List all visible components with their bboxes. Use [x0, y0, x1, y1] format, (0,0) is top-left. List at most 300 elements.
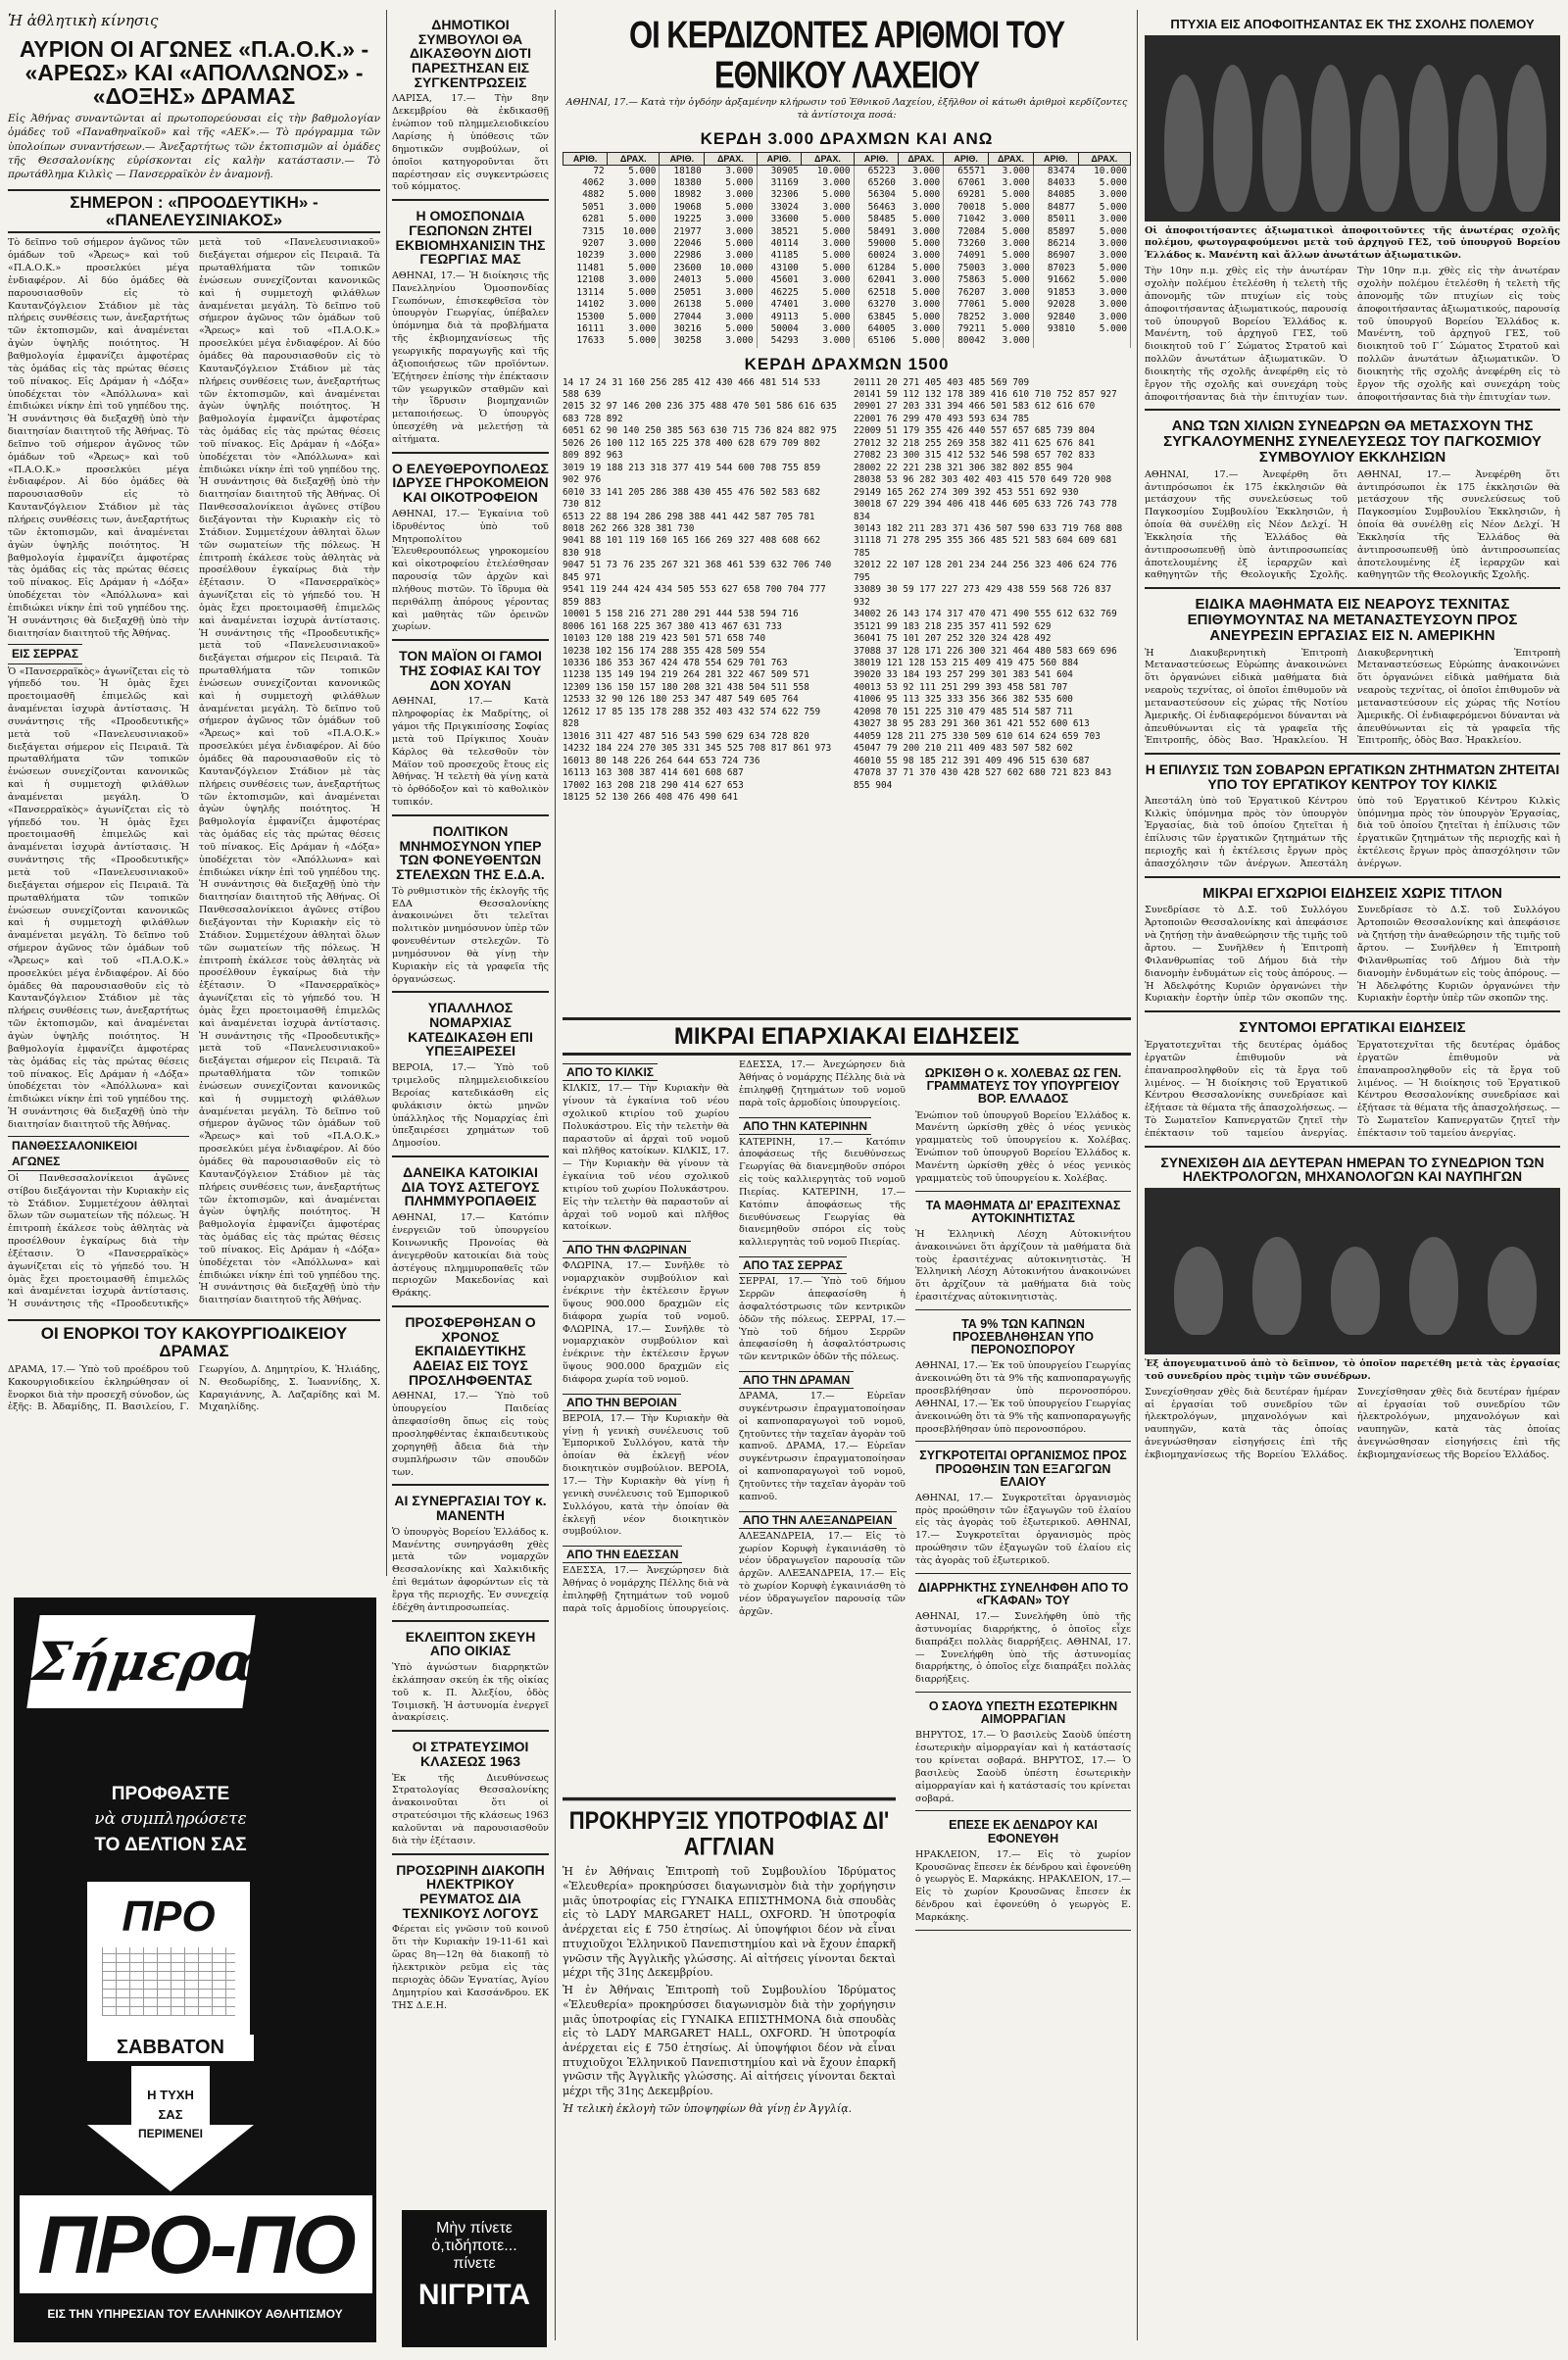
provincial-place: ΑΠΟ ΤΟ ΚΙΛΚΙΣ	[563, 1063, 658, 1081]
propo-coupon-logo: ΠΡΟ	[122, 1893, 216, 1941]
provincial-text: ΣΕΡΡΑΙ, 17.— Ὑπὸ τοῦ δήμου Σερρῶν ἀπεφασίσθη ἡ ἀσφαλτόστρωσις τῶν κεντρικῶν ὁδῶν τῆς πόλεως. ΣΕΡΡΑΙ, 17.— Ὑπὸ τοῦ δήμου Σερρῶν ἀπεφασίσθη ἡ ἀσφαλτόστρωσις τῶν κεντρικῶν ὁδῶν τῆς πόλεως.	[739, 1276, 906, 1363]
lottery-cell: 3.000	[608, 202, 660, 214]
lottery-number-line: 42098 70 151 225 310 479 485 514 587 711	[854, 706, 1073, 717]
lottery-number-line: 39020 33 184 193 257 299 301 383 541 604	[854, 669, 1073, 681]
lottery-number-line: 34002 26 143 174 317 470 471 490 555 612 632 769	[854, 609, 1117, 620]
labor-kilkis-body-1: Ἀπεστάλη ὑπὸ τοῦ Ἐργατικοῦ Κέντρου Κιλκὶς ὑπόμνημα πρὸς τὸν ὑπουργὸν Ἐργασίας, διὰ τοῦ ὁποίου ζητεῖται ἡ ἐπίλυσις τῶν ἐργατικῶν ζητημάτων τῆς περιοχῆς καὶ ἡ ἐκτέλεσις ἔργων πρὸς ἀπασχόλησιν τῶν ἀνέργων.	[1145, 795, 1348, 869]
lottery-number-line: 16113 163 308 387 414 601 608 687	[563, 767, 744, 779]
lottery-cell: 15300	[576, 311, 605, 322]
lottery-cell: 5.000	[989, 323, 1034, 335]
scholarship-end: Ἡ τελικὴ ἐκλογὴ τῶν ὑποψηφίων θὰ γίνῃ ἐν Ἀγγλίᾳ.	[563, 2101, 853, 2115]
lottery-col-number: ΑΡΙΘ.	[757, 152, 802, 165]
lottery-cell: 63845	[867, 311, 896, 322]
lottery-number-line: 17002 163 208 218 290 414 627 653	[563, 779, 744, 791]
lottery-cell: 79211	[957, 322, 986, 334]
lottery-number-line: 37088 37 128 171 226 300 321 464 480 583 669 696	[854, 645, 1117, 657]
lottery-cell: 18380	[673, 177, 702, 189]
lottery-cell: 14102	[576, 299, 605, 311]
lottery-cell: 58485	[867, 214, 896, 225]
provincial-place: ΑΠΟ ΤΗΝ ΑΛΕΞΑΝΔΡΕΙΑΝ	[739, 1511, 897, 1529]
lottery-cell: 3.000	[705, 335, 757, 347]
lottery-cell: 11481	[576, 262, 605, 273]
lottery-cell: 3.000	[989, 177, 1034, 189]
column-rule-2	[555, 10, 556, 2340]
lottery-cell: 3.000	[1078, 250, 1130, 262]
lottery-cell: 80042	[957, 335, 986, 347]
scholarship-body: Ἡ ἐν Ἀθήναις Ἐπιτροπὴ τοῦ Συμβουλίου Ἱδρύματος «Ἐλευθερία» προκηρύσσει διαγωνισμὸν διὰ τὴν χορήγησιν μιᾶς ὑποτροφίας εἰς ΓΥΝΑΙΚΑ ΕΠΙΣΤΗΜΟΝΑ διὰ σπουδὰς εἰς τὸ LADY MARGARET HALL, OXFORD. Ἡ ὑποτροφία ἀνέρχεται εἰς £ 750 ἐτησίως. Αἱ ὑποψήφιοι δέον νὰ εἶναι πτυχιοῦχοι Ἑλληνικοῦ Πανεπιστημίου καὶ νὰ ἔχουν ἐπαρκῆ γνῶσιν τῆς Ἀγγλικῆς γλώσσης. Αἱ αἰτήσεις γίνονται δεκταὶ μέχρι τῆς 31ης Δεκεμβρίου.	[563, 1865, 896, 1980]
engineers-title: ΣΥΝΕΧΙΣΘΗ ΔΙΑ ΔΕΥΤΕΡΑΝ ΗΜΕΡΑΝ ΤΟ ΣΥΝΕΔΡΙΟΝ ΤΩΝ ΗΛΕΚΤΡΟΛΟΓΩΝ, ΜΗΧΑΝΟΛΟΓΩΝ ΚΑΙ ΝΑΥΠΗΓΩΝ	[1160, 1154, 1544, 1185]
lottery-cell: 86907	[1047, 250, 1076, 262]
graduates-photo	[1145, 35, 1560, 221]
lottery-number-line: 10238 102 156 174 288 355 428 509 554	[563, 645, 766, 657]
sports-body-3f: Τὸ δεῖπνο τοῦ σήμερον ἀγῶνος τῶν ὁμάδων τοῦ «Ἄρεως» καὶ τοῦ «Π.Α.Ο.Κ.» προσελκύει μέγα ἐνδιαφέρον. Αἱ δύο ὁμάδες θὰ παρουσιασθοῦν εἰς τὸ Καυτανζόγλειον Στάδιον μὲ τὰς πλήρεις συνθέσεις των, ἀνεξαρτήτως τῶν ἐκτοπισμῶν, καὶ ἀναμένεται ἀγὼν ὑψηλῆς ποιότητος. Ἡ βαθμολογία ἐμφανίζει ἀμφοτέρας τὰς ὁμάδας εἰς τὰς πρώτας θέσεις τοῦ πίνακος. Εἰς Δράμαν ἡ «Δόξα» ὑποδέχεται τὸν «Ἀπόλλωνα» καὶ ἐπιδιώκει νίκην ἐπὶ τοῦ γηπέδου της. Ἡ συνάντησις θὰ διεξαχθῇ ὑπὸ τὴν διαιτησίαν διαιτητοῦ τῆς Ἀθήνας.	[199, 703, 380, 904]
sports-body-3e: Ὁ «Πανσερραϊκὸς» ἀγωνίζεται εἰς τὸ γήπεδό του. Ἡ ὁμὰς ἔχει προετοιμασθῆ ἐπιμελῶς καὶ ἀναμένεται ἰσχυρὰ ἀντίστασις. Ἡ συνάντησις τῆς «Προοδευτικῆς» μετὰ τοῦ «Πανελευσινιακοῦ» διεξάγεται σήμερον εἰς Πειραιᾶ. Τὰ πρωταθλήματα τῶν τοπικῶν ἑνώσεων συνεχίζονται κανονικῶς καὶ ἡ συμμετοχὴ φιλάθλων ἀναμένεται μεγάλη.	[199, 577, 380, 714]
lottery-cell: 24013	[673, 274, 702, 286]
lottery-cell: 40114	[770, 238, 799, 250]
lottery-cell: 3.000	[989, 335, 1034, 347]
lottery-number-line: 13016 311 427 487 516 543 590 629 634 728 820	[563, 730, 809, 742]
provincial-text: ΑΛΕΞΑΝΔΡΕΙΑ, 17.— Εἰς τὸ χωρίον Κορυφὴ ἐγκαινιάσθη τὸ νέον ὑδραγωγεῖον παρουσίᾳ τῶν ἀρχῶν. ΑΛΕΞΑΝΔΡΕΙΑ, 17.— Εἰς τὸ χωρίον Κορυφὴ ἐγκαινιάσθη τὸ νέον ὑδραγωγεῖον παρουσίᾳ τῶν ἀρχῶν.	[739, 1530, 906, 1617]
lottery-cell: 27044	[673, 311, 702, 322]
provincial-right-headline: Ο ΣΑΟΥΔ ΥΠΕΣΤΗ ΕΣΩΤΕΡΙΚΗΝ ΑΙΜΟΡΡΑΓΙΑΝ	[928, 1699, 1118, 1727]
lottery-cell: 3.000	[802, 177, 854, 189]
lottery-cell: 25051	[673, 286, 702, 298]
nigrita-brand: ΝΙΓΡΙΤΑ	[417, 2279, 531, 2311]
lottery-cell: 49113	[770, 311, 799, 322]
labor-news-body	[1145, 1040, 1560, 1141]
lottery-cell: 3.000	[899, 177, 944, 189]
lottery-number-line: 27012 32 218 255 269 358 382 411 625 676 841	[854, 437, 1096, 449]
provincial-place: ΑΠΟ ΤΗΝ ΚΑΤΕΡΙΝΗΝ	[739, 1117, 871, 1135]
provincial-text: ΕΔΕΣΣΑ, 17.— Ἀνεχώρησεν διὰ Ἀθήνας ὁ νομάρχης Πέλλης διὰ νὰ ἐπιληφθῇ ζητημάτων τοῦ νομοῦ παρὰ τοῖς ἁρμοδίοις ὑπουργείοις. ΕΔΕΣΣΑ, 17.— Ἀνεχώρησεν διὰ Ἀθήνας ὁ νομάρχης Πέλλης διὰ νὰ ἐπιληφθῇ ζητημάτων τοῦ νομοῦ παρὰ τοῖς ἁρμοδίοις ὑπουργείοις.	[563, 1059, 906, 1614]
lottery-number-line: 12533 32 90 126 180 253 347 487 549 605 764	[563, 694, 799, 706]
lottery-number-line: 22009 51 179 355 426 440 557 657 685 739 804	[854, 425, 1096, 437]
lottery-col-amount: ΔΡΑΧ.	[802, 152, 854, 165]
lottery-cell: 3.000	[705, 214, 757, 225]
propo-title: Σήμερα!	[26, 1615, 255, 1708]
lottery-cell: 22986	[673, 250, 702, 262]
provincial-text: ΚΙΛΚΙΣ, 17.— Τὴν Κυριακὴν θὰ γίνουν τὰ ἐγκαίνια τοῦ νέου σχολικοῦ κτιρίου τοῦ χωρίου Πολυκάστρου. Εἰς τὴν τελετὴν θὰ παραστοῦν αἱ ἀρχαὶ τοῦ νομοῦ καὶ πλῆθος κατοίκων. ΚΙΛΚΙΣ, 17.— Τὴν Κυριακὴν θὰ γίνουν τὰ ἐγκαίνια τοῦ νέου σχολικοῦ κτιρίου τοῦ χωρίου Πολυκάστρου. Εἰς τὴν τελετὴν θὰ παραστοῦν αἱ ἀρχαὶ τοῦ νομοῦ καὶ πλῆθος κατοίκων.	[563, 1083, 729, 1233]
provincial-place: ΑΠΟ ΤΗΝ ΒΕΡΟΙΑΝ	[563, 1394, 681, 1411]
brief-b3: ΑΘΗΝΑΙ, 17.— Ἐγκαίνια τοῦ ἱδρυθέντος ὑπὸ τοῦ Μητροπολίτου Ἐλευθερουπόλεως γηροκομείου καὶ οἰκοτροφείου ἐτελέσθησαν παρουσίᾳ τῶν ἀρχῶν καὶ πλήθους πιστῶν. Τὸ ἵδρυμα θὰ περιθάλπῃ ἀπόρους γέροντας καὶ μαθητὰς τῶν ὀρεινῶν χωρίων.	[392, 508, 549, 633]
lottery-number-line: 2015 32 97 146 200 236 375 488 470 501 586 616 635 683 728 892	[563, 401, 837, 424]
lottery-cell: 3.000	[899, 202, 944, 214]
lottery-cell: 84085	[1047, 189, 1076, 201]
provincial-right	[915, 1059, 1131, 1936]
lottery-row	[564, 177, 1131, 189]
lottery-number-line: 27082 23 300 315 412 532 546 598 657 702 833	[854, 450, 1096, 462]
congress-caption: Ἐξ ἀπογευματινοῦ ἀπὸ τὸ δεῖπνον, τὸ ὁποῖον παρετέθη μετὰ τὰς ἐργασίας τοῦ συνεδρίου πρὸς τιμὴν τῶν συνέδρων.	[1145, 1358, 1560, 1382]
lottery-cell: 7315	[582, 225, 605, 237]
lottery-number-line: 12612 17 85 135 178 288 352 403 432 574 622 759 828	[563, 706, 821, 730]
lottery-col-number: ΑΡΙΘ.	[854, 152, 899, 165]
lottery-cell: 38521	[770, 225, 799, 237]
local-news-title: ΜΙΚΡΑΙ ΕΓΧΩΡΙΟΙ ΕΙΔΗΣΕΙΣ ΧΩΡΙΣ ΤΙΤΛΟΝ	[1202, 884, 1502, 902]
labor-news-body-1: Ἐργατοτεχνῖται τῆς δευτέρας ὁμάδος ἐργατῶν ἐπιθυμοῦν νὰ ἐπαναπροσληφθοῦν εἰς τὰ ἔργα τοῦ λιμένος. — Ἡ διοίκησις τοῦ Ἐργατικοῦ Κέντρου Θεσσαλονίκης συνεδρίασε καὶ ἐξήτασε τὰ θέματα τῆς ἀπασχολήσεως. — Τὸ Σωματεῖον Καπνεργατῶν ζητεῖ τὴν ἐπέκτασιν τοῦ ταμείου ἀνεργίας.	[1145, 1039, 1348, 1139]
lottery-cell: 3.000	[899, 250, 944, 262]
lottery-cell: 58491	[867, 225, 896, 237]
lottery-cell: 65260	[867, 177, 896, 189]
labor-kilkis-title: Η ΕΠΙΛΥΣΙΣ ΤΩΝ ΣΟΒΑΡΩΝ ΕΡΓΑΤΙΚΩΝ ΖΗΤΗΜΑΤΩΝ ΖΗΤΕΙΤΑΙ ΥΠΟ ΤΟΥ ΕΡΓΑΤΙΚΟΥ ΚΕΝΤΡΟΥ ΤΟΥ ΚΙΛΚΙΣ	[1145, 762, 1560, 792]
lottery-number-line: 10103 120 188 219 423 501 571 658 740	[563, 633, 766, 645]
lottery-cell: 5.000	[1078, 263, 1130, 274]
lottery-cell: 5.000	[989, 250, 1034, 262]
provincial-text: ΦΛΩΡΙΝΑ, 17.— Συνῆλθε τὸ νομαρχιακὸν συμβούλιον καὶ ἐνέκρινε τὴν ἐκτέλεσιν ἔργων ὕψους 900.000 δραχμῶν εἰς διάφορα χωρία τοῦ νομοῦ. ΦΛΩΡΙΝΑ, 17.— Συνῆλθε τὸ νομαρχιακὸν συμβούλιον καὶ ἐνέκρινε τὴν ἐκτέλεσιν ἔργων ὕψους 900.000 δραχμῶν εἰς διάφορα χωρία τοῦ νομοῦ.	[563, 1260, 729, 1385]
lottery-row	[564, 238, 1131, 250]
lottery-cell: 19068	[673, 201, 702, 213]
congress-photo	[1145, 1188, 1560, 1354]
brief-b1: ΛΑΡΙΣΑ, 17.— Τὴν 8ην Δεκεμβρίου θὰ ἐκδικασθῇ ἐνώπιον τοῦ πλημμελειοδικείου Λαρίσης ἡ ὑπόθεσις τῶν δημοτικῶν συμβούλων, οἱ ὁποῖοι κατηγοροῦνται ὅτι παρέστησαν εἰς συγκεντρώσεις τοῦ κόμματος.	[392, 93, 549, 193]
lottery-cell: 65223	[867, 165, 896, 176]
lottery-number-line: 20901 27 203 331 394 466 501 583 612 616 670	[854, 401, 1096, 413]
lottery-cell: 5.000	[802, 250, 854, 262]
propo-day-banner: ΣΑΒΒΑΤΟΝ	[87, 2035, 254, 2061]
brief-b12: Φέρεται εἰς γνῶσιν τοῦ κοινοῦ ὅτι τὴν Κυριακὴν 19-11-61 καὶ ὥρας 8η—12η θὰ διακοπῇ τὸ ἠλεκτρικὸν ρεῦμα εἰς τὰς περιοχὰς ὁδῶν Ἐγνατίας, Ἀγίου Δημητρίου καὶ Κασσάνδρου. ΕΚ ΤΗΣ Δ.Ε.Η.	[392, 1924, 549, 2011]
lottery-cell: 5.000	[608, 165, 660, 177]
lottery-cell: 3.000	[802, 202, 854, 214]
lottery-number-line: 22001 76 299 470 493 593 634 785	[854, 413, 1030, 424]
brief-b11: Ἐκ τῆς Διευθύνσεως Στρατολογίας Θεσσαλονίκης ἀνακοινοῦται ὅτι οἱ στρατεύσιμοι τῆς κλάσεως 1963 καλοῦνται νὰ παρουσιασθοῦν διὰ τὴν ἐξέτασιν.	[392, 1772, 549, 1846]
lottery-cell: 12108	[576, 274, 605, 286]
lottery-number-line: 3019 19 188 213 318 377 419 544 600 708 755 859 902 976	[563, 462, 821, 486]
lottery-cell: 19225	[673, 214, 702, 225]
lottery-cell: 5.000	[608, 312, 660, 323]
lottery-cell: 3.000	[899, 274, 944, 286]
provincial-place: ΑΠΟ ΤΗΝ ΕΔΕΣΣΑΝ	[563, 1546, 682, 1563]
sports-lead: Εἰς Ἀθήνας συναντῶνται αἱ πρωτοπορεύουσαι εἰς τὴν βαθμολογίαν ὁμάδες τοῦ «Παναθηναϊκοῦ» καὶ τῆς «ΑΕΚ».— Τὸ πρόγραμμα τῶν ὑπολοίπων συναντήσεων.— Ἀνεξαρτήτως τῶν ἐκτοπισμῶν αἱ ὁμάδες τῆς Θεσσαλονίκης εὑρίσκονται εἰς καλὴν κατάστασιν.— Τὸ πρωτάθλημα Κιλκὶς — Πανσερραϊκὸν ἐν ἀναμονῇ.	[8, 113, 380, 180]
lottery-cell: 59000	[867, 238, 896, 250]
brief-h7: ΔΑΝΕΙΚΑ ΚΑΤΟΙΚΙΑΙ ΔΙΑ ΤΟΥΣ ΑΣΤΕΓΟΥΣ ΠΛΗΜΜΥΡΟΠΑΘΕΙΣ	[401, 1164, 540, 1209]
lottery-cell: 5.000	[989, 202, 1034, 214]
sports-body-3h: Ὁ «Πανσερραϊκὸς» ἀγωνίζεται εἰς τὸ γήπεδό του. Ἡ ὁμὰς ἔχει προετοιμασθῆ ἐπιμελῶς καὶ ἀναμένεται ἰσχυρὰ ἀντίστασις. Ἡ συνάντησις τῆς «Προοδευτικῆς» μετὰ τοῦ «Πανελευσινιακοῦ» διεξάγεται σήμερον εἰς Πειραιᾶ. Τὰ πρωταθλήματα τῶν τοπικῶν ἑνώσεων συνεχίζονται κανονικῶς καὶ ἡ συμμετοχὴ φιλάθλων ἀναμένεται μεγάλη.	[199, 980, 380, 1117]
lottery-cell: 84877	[1047, 201, 1076, 213]
lottery-number-line: 6513 22 88 194 286 298 388 441 442 587 705 781	[563, 511, 815, 522]
lottery-cell: 3.000	[899, 165, 944, 177]
lottery-row	[564, 226, 1131, 238]
provincial-right-text: ΒΗΡΥΤΟΣ, 17.— Ὁ βασιλεὺς Σαοὺδ ὑπέστη ἐσωτερικὴν αἱμορραγίαν καὶ ἡ κατάστασίς του κρίνεται σοβαρά. ΒΗΡΥΤΟΣ, 17.— Ὁ βασιλεὺς Σαοὺδ ὑπέστη ἐσωτερικὴν αἱμορραγίαν καὶ ἡ κατάστασίς του κρίνεται σοβαρά.	[915, 1730, 1131, 1804]
lottery-cell: 3.000	[989, 238, 1034, 250]
lottery-cell: 5.000	[802, 226, 854, 238]
lottery-cell: 3.000	[1078, 238, 1130, 250]
lottery-cell: 30258	[673, 335, 702, 347]
lottery-cell: 60024	[867, 250, 896, 262]
lottery-cell: 3.000	[802, 323, 854, 335]
provincial-right-text: Ἐνώπιον τοῦ ὑπουργοῦ Βορείου Ἑλλάδος κ. Μανέντη ὡρκίσθη χθὲς ὁ νέος γενικὸς γραμματεὺς τοῦ ὑπουργείου κ. Χολέβας. Ἐνώπιον τοῦ ὑπουργοῦ Βορείου Ἑλλάδος κ. Μανέντη ὡρκίσθη χθὲς ὁ νέος γενικὸς γραμματεὺς τοῦ ὑπουργείου κ. Χολέβας.	[915, 1109, 1131, 1184]
brief-h10: ΕΚΛΕΙΠΤΟΝ ΣΚΕΥΗ ΑΠΟ ΟΙΚΙΑΣ	[405, 1628, 536, 1659]
lottery-row	[564, 189, 1131, 201]
lottery-cell	[1033, 335, 1078, 347]
right-column	[1145, 10, 1560, 2342]
lottery-cell: 61284	[867, 262, 896, 273]
lottery-cell: 3.000	[608, 274, 660, 286]
sports-sub-serres: ΕΙΣ ΣΕΡΡΑΣ	[8, 644, 82, 664]
lottery-cell: 5.000	[989, 274, 1034, 286]
lottery-number-line: 45047 79 200 210 211 409 483 507 582 602	[854, 743, 1073, 755]
lottery-cell: 5.000	[899, 312, 944, 323]
graduates-caption: Οἱ ἀποφοιτήσαντες ἀξιωματικοὶ ἀποφοιτοῦντες τῆς ἀνωτέρας σχολῆς πολέμου, φωτογραφούμενοι μετὰ τοῦ ἀρχηγοῦ ΓΕΣ, τοῦ ὑπουργοῦ Βορείου Ἑλλάδος κ. Μανέντη καὶ ἄλλων ἀνωτάτων ἀξιωματικῶν.	[1145, 224, 1560, 262]
lottery-cell: 13114	[576, 286, 605, 298]
engineers-body-2: Συνεχίσθησαν χθὲς διὰ δευτέραν ἡμέραν αἱ ἐργασίαι τοῦ συνεδρίου τῶν ἠλεκτρολόγων, μηχανολόγων καὶ ναυπηγῶν, κατὰ τὰς ὁποίας ἀνεγνώσθησαν εἰσηγήσεις ἐπὶ τῆς ἐκβιομηχανίσεως τῆς Βορείου Ἑλλάδος.	[1357, 1386, 1560, 1461]
lottery-number-line: 8006 161 168 225 367 380 413 467 631 733	[563, 620, 782, 632]
column-rule-3	[1137, 10, 1138, 2340]
graduates-body-1: Τὴν 10ην π.μ. χθὲς εἰς τὴν ἀνωτέραν σχολὴν πολέμου ἐτελέσθη ἡ τελετὴ τῆς ἀπονομῆς τῶν πτυχίων εἰς τοὺς ἀποφοιτήσαντας ἀξιωματικούς, παρουσίᾳ τοῦ ὑπουργοῦ Βορείου Ἑλλάδος κ. Μανέντη, τοῦ ἀρχηγοῦ ΓΕΣ, τοῦ διοικητοῦ τοῦ Γ΄ Σώματος Στρατοῦ καὶ πολλῶν ἀνωτάτων ἀξιωματικῶν. Ὁ διοικητὴς τῆς σχολῆς ἀνεφέρθη εἰς τὸ ἔργον τῆς σχολῆς καὶ συνεχάρη τοὺς ἀποφοιτήσαντας διὰ τὴν ἐπιτυχίαν των.	[1145, 266, 1348, 403]
lottery-cell: 3.000	[705, 287, 757, 299]
lottery-cell: 5.000	[608, 287, 660, 299]
lottery-cell: 3.000	[608, 177, 660, 189]
brief-h9: ΑΙ ΣΥΝΕΡΓΑΣΙΑΙ ΤΟΥ κ. ΜΑΝΕΝΤΗ	[394, 1493, 547, 1524]
lottery-row	[564, 250, 1131, 262]
brief-h3: Ο ΕΛΕΥΘΕΡΟΥΠΟΛΕΩΣ ΙΔΡΥΣΕ ΓΗΡΟΚΟΜΕΙΟΝ ΚΑΙ ΟΙΚΟΤΡΟΦΕΙΟΝ	[392, 460, 549, 506]
brief-h2: Η ΟΜΟΣΠΟΝΔΙΑ ΓΕΩΠΟΝΩΝ ΖΗΤΕΙ ΕΚΒΙΟΜΗΧΑΝΙΣΙΝ ΤΗΣ ΓΕΩΡΓΙΑΣ ΜΑΣ	[395, 208, 546, 268]
lottery-cell: 5.000	[802, 312, 854, 323]
lottery-cell: 72084	[957, 225, 986, 237]
lottery-cell: 6281	[582, 214, 605, 225]
lottery-cell: 5.000	[802, 263, 854, 274]
lottery-number-line: 29149 165 262 274 309 392 453 551 692 930	[854, 486, 1079, 498]
lottery-col-number: ΑΡΙΘ.	[564, 152, 608, 165]
brief-b8: ΑΘΗΝΑΙ, 17.— Ὑπὸ τοῦ ὑπουργείου Παιδείας ἀπεφασίσθη ὅπως εἰς τοὺς προσληφθέντας ἐκπαιδευτικοὺς χορηγηθῇ ἄδεια διὰ τὴν συμπλήρωσιν τῶν σπουδῶν των.	[392, 1391, 549, 1478]
brief-b4: ΑΘΗΝΑΙ, 17.— Κατὰ πληροφορίας ἐκ Μαδρίτης, οἱ γάμοι τῆς Πριγκιπίσσης Σοφίας μετὰ τοῦ Πρίγκιπος Χουὰν Κάρλος θὰ τελεσθοῦν τὸν Μάϊον τοῦ προσεχοῦς ἔτους εἰς Ἀθήνας. Ἡ τελετὴ θὰ γίνῃ κατὰ τὸ ὀρθόδοξον καὶ τὸ καθολικὸν τυπικόν.	[392, 696, 549, 809]
lottery-number-line: 10336 186 353 367 424 478 554 629 701 763	[563, 657, 788, 668]
lottery-cell: 54293	[770, 335, 799, 347]
propo-line3: ΤΟ ΔΕΛΤΙΟΝ ΣΑΣ	[94, 1835, 247, 1855]
lottery-cell: 62518	[867, 286, 896, 298]
propo-line2: νὰ συμπληρώσετε	[94, 1809, 247, 1829]
sports-column	[8, 10, 380, 1588]
lottery-cell: 3.000	[1078, 287, 1130, 299]
lottery-row	[564, 214, 1131, 225]
lottery-cell: 3.000	[1078, 189, 1130, 201]
lottery-row	[564, 202, 1131, 214]
lottery-cell: 3.000	[1078, 299, 1130, 311]
labor-kilkis-body	[1145, 796, 1560, 871]
brief-b5: Τὸ ρυθμιστικὸν τῆς ἐκλογῆς τῆς ΕΔΑ Θεσσαλονίκης ἀνακοινώνει ὅτι τελεῖται πολιτικὸν μνημόσυνον ὑπὲρ τῶν φονευθέντων στελεχῶν. Τὸ μνημόσυνον θὰ γίνῃ τὴν Κυριακὴν εἰς τὰ γραφεῖα τῆς ὀργανώσεως.	[392, 885, 549, 985]
sports-body-3i: Τὸ δεῖπνο τοῦ σήμερον ἀγῶνος τῶν ὁμάδων τοῦ «Ἄρεως» καὶ τοῦ «Π.Α.Ο.Κ.» προσελκύει μέγα ἐνδιαφέρον. Αἱ δύο ὁμάδες θὰ παρουσιασθοῦν εἰς τὸ Καυτανζόγλειον Στάδιον μὲ τὰς πλήρεις συνθέσεις των, ἀνεξαρτήτως τῶν ἐκτοπισμῶν, καὶ ἀναμένεται ἀγὼν ὑψηλῆς ποιότητος. Ἡ βαθμολογία ἐμφανίζει ἀμφοτέρας τὰς ὁμάδας εἰς τὰς πρώτας θέσεις τοῦ πίνακος. Εἰς Δράμαν ἡ «Δόξα» ὑποδέχεται τὸν «Ἀπόλλωνα» καὶ ἐπιδιώκει νίκην ἐπὶ τοῦ γηπέδου της. Ἡ συνάντησις θὰ διεξαχθῇ ὑπὸ τὴν διαιτησίαν διαιτητοῦ τῆς Ἀθήνας.	[199, 1106, 380, 1306]
provincial-right-headline: ΤΑ 9% ΤΩΝ ΚΑΠΝΩΝ ΠΡΟΣΕΒΛΗΘΗΣΑΝ ΥΠΟ ΠΕΡΟΝΟΣΠΟΡΟΥ	[953, 1316, 1094, 1357]
propo-coupon-grid	[102, 1947, 235, 2016]
brief-h1: ΔΗΜΟΤΙΚΟΙ ΣΥΜΒΟΥΛΟΙ ΘΑ ΔΙΚΑΣΘΟΥΝ ΔΙΟΤΙ ΠΑΡΕΣΤΗΣΑΝ ΕΙΣ ΣΥΓΚΕΝΤΡΩΣΕΙΣ	[409, 17, 532, 90]
lottery-cell: 5.000	[705, 202, 757, 214]
lottery-cell: 64005	[867, 322, 896, 334]
local-news-body-2: Συνεδρίασε τὸ Δ.Σ. τοῦ Συλλόγου Ἀρτοποιῶν Θεσσαλονίκης καὶ ἀπεφάσισε νὰ ζητήσῃ τὴν ἀναθεώρησιν τῆς τιμῆς τοῦ ἄρτου. — Συνῆλθεν ἡ Ἐπιτροπὴ Φιλανθρωπίας τοῦ Δήμου διὰ τὴν διανομὴν ἐνδυμάτων εἰς τοὺς ἀπόρους. — Ἡ Ἀδελφότης Κυριῶν ὀργανώνει τὴν Κυριακὴν ἑορτὴν ὑπὲρ τῶν σκοπῶν της.	[1357, 905, 1560, 1005]
lottery-table	[563, 152, 1131, 348]
lottery-cell: 18180	[673, 165, 702, 176]
brief-b10: Ὑπὸ ἀγνώστων διαρρηκτῶν ἐκλάπησαν σκεύη ἐκ τῆς οἰκίας τοῦ κ. Π. Ἀλεξίου, ὁδὸς Τσιμισκῆ. Ἡ ἀστυνομία ἐνεργεῖ ἀνακρίσεις.	[392, 1662, 549, 1724]
lottery-cell: 31169	[770, 177, 799, 189]
brief-h12: ΠΡΟΣΩΡΙΝΗ ΔΙΑΚΟΠΗ ΗΛΕΚΤΡΙΚΟΥ ΡΕΥΜΑΤΟΣ ΔΙΑ ΤΕΧΝΙΚΟΥΣ ΛΟΓΟΥΣ	[396, 1861, 545, 1921]
lottery-cell: 69281	[957, 189, 986, 201]
churches-body	[1145, 469, 1560, 583]
lottery-cell: 73260	[957, 238, 986, 250]
nigrita-advertisement	[402, 2210, 547, 2347]
lottery-cell: 71042	[957, 214, 986, 225]
lottery-cell: 5.000	[608, 335, 660, 347]
sports-body-1b: Τὸ δεῖπνο τοῦ σήμερον ἀγῶνος τῶν ὁμάδων τοῦ «Ἄρεως» καὶ τοῦ «Π.Α.Ο.Κ.» προσελκύει μέγα ἐνδιαφέρον. Αἱ δύο ὁμάδες θὰ παρουσιασθοῦν εἰς τὸ Καυτανζόγλειον Στάδιον μὲ τὰς πλήρεις συνθέσεις των, ἀνεξαρτήτως τῶν ἐκτοπισμῶν, καὶ ἀναμένεται ἀγὼν ὑψηλῆς ποιότητος. Ἡ βαθμολογία ἐμφανίζει ἀμφοτέρας τὰς ὁμάδας εἰς τὰς πρώτας θέσεις τοῦ πίνακος. Εἰς Δράμαν ἡ «Δόξα» ὑποδέχεται τὸν «Ἀπόλλωνα» καὶ ἐπιδιώκει νίκην ἐπὶ τοῦ γηπέδου της. Ἡ συνάντησις θὰ διεξαχθῇ ὑπὸ τὴν διαιτησίαν διαιτητοῦ τῆς Ἀθήνας.	[8, 426, 189, 639]
churches-body-1: ΑΘΗΝΑΙ, 17.— Ἀνεφέρθη ὅτι ἀντιπρόσωποι ἐκ 175 ἐκκλησιῶν θὰ μετάσχουν τῆς συνελεύσεως τοῦ Παγκοσμίου Συμβουλίου Ἐκκλησιῶν, ἡ ὁποία θὰ συνέλθῃ εἰς Νέον Δελχί. Ἡ Ἐκκλησία τῆς Ἑλλάδος θὰ ἀντιπροσωπευθῇ ὑπὸ ἀντιπροσωπείας ἀποτελουμένης ἐξ ἱεραρχῶν καὶ καθηγητῶν τῆς Θεολογικῆς Σχολῆς.	[1145, 468, 1348, 581]
sports-sub-games: ΠΑΝΘΕΣΣΑΛΟΝΙΚΕΙΟΙ ΑΓΩΝΕΣ	[8, 1136, 189, 1171]
lottery-cell: 22046	[673, 238, 702, 250]
lottery-number-line: 32012 22 107 128 201 234 244 256 323 406 624 776 795	[854, 560, 1117, 583]
lottery-col-amount: ΔΡΑΧ.	[989, 152, 1034, 165]
lottery-cell: 33600	[770, 214, 799, 225]
sports-headline-today: ΣΗΜΕΡΟΝ : «ΠΡΟΟΔΕΥΤΙΚΗ» - «ΠΑΝΕΛΕΥΣΙΝΙΑΚΟΣ»	[8, 189, 380, 234]
column-rule-1	[386, 10, 387, 1576]
emigration-body-1: Ἡ Διακυβερνητικὴ Ἐπιτροπὴ Μεταναστεύσεως Εὐρώπης ἀνακοινώνει ὅτι ὀργανώνει εἰδικὰ μαθήματα διὰ νεαροὺς τεχνίτας, οἱ ὁποῖοι ἐπιθυμοῦν νὰ μεταναστεύσουν εἰς χώρας τῆς Νοτίου Ἀμερικῆς. Οἱ ἐνδιαφερόμενοι δύνανται νὰ ἀπευθύνωνται εἰς τὰ γραφεῖα τῆς Ἐπιτροπῆς, ὁδὸς Βασ. Ἡρακλείου.	[1145, 647, 1348, 747]
lottery-number-line: 20141 59 112 132 178 389 416 610 710 752 857 927	[854, 389, 1117, 401]
lottery-cell: 16111	[576, 322, 605, 334]
nigrita-line2: ὁ,τιδήποτε...	[431, 2237, 517, 2254]
propo-brand: ΠΡΟ-ΠΟ	[20, 2195, 372, 2293]
lottery-number-line: 35121 99 183 218 235 357 411 592 629	[854, 620, 1052, 632]
lottery-number-line: 28038 53 96 282 303 402 403 415 570 649 720 908	[854, 474, 1112, 486]
lottery-number-line: 36041 75 101 207 252 320 324 428 492	[854, 633, 1052, 645]
lottery-cell: 17633	[576, 335, 605, 347]
briefs-column	[392, 10, 549, 2195]
lottery-cell: 63270	[867, 299, 896, 311]
brief-b7: ΑΘΗΝΑΙ, 17.— Κατόπιν ἐνεργειῶν τοῦ ὑπουργείου Κοινωνικῆς Προνοίας θὰ ἀνεγερθοῦν κατοικίαι διὰ τοὺς ἀστέγους πλημμυροπαθεῖς τῶν περιοχῶν Μακεδονίας καὶ Θράκης.	[392, 1212, 549, 1300]
lottery-cell: 5.000	[802, 287, 854, 299]
lottery-cell: 5.000	[608, 214, 660, 225]
lottery-cell: 5.000	[705, 238, 757, 250]
sports-body-3c: Τὸ δεῖπνο τοῦ σήμερον ἀγῶνος τῶν ὁμάδων τοῦ «Ἄρεως» καὶ τοῦ «Π.Α.Ο.Κ.» προσελκύει μέγα ἐνδιαφέρον. Αἱ δύο ὁμάδες θὰ παρουσιασθοῦν εἰς τὸ Καυτανζόγλειον Στάδιον μὲ τὰς πλήρεις συνθέσεις των, ἀνεξαρτήτως τῶν ἐκτοπισμῶν, καὶ ἀναμένεται ἀγὼν ὑψηλῆς ποιότητος. Ἡ βαθμολογία ἐμφανίζει ἀμφοτέρας τὰς ὁμάδας εἰς τὰς πρώτας θέσεις τοῦ πίνακος. Εἰς Δράμαν ἡ «Δόξα» ὑποδέχεται τὸν «Ἀπόλλωνα» καὶ ἐπιδιώκει νίκην ἐπὶ τοῦ γηπέδου της. Ἡ συνάντησις θὰ διεξαχθῇ ὑπὸ τὴν διαιτησίαν διαιτητοῦ τῆς Ἀθήνας.	[199, 300, 380, 501]
lottery-cell: 23600	[673, 262, 702, 273]
lottery-cell: 5.000	[802, 214, 854, 225]
lottery-number-line: 43027 38 95 283 291 360 361 421 552 600 613	[854, 718, 1090, 730]
provincial-right-text: ΑΘΗΝΑΙ, 17.— Συγκροτεῖται ὀργανισμὸς πρὸς προώθησιν τῶν ἐξαγωγῶν τοῦ ἐλαίου εἰς τὰς ἀγορὰς τοῦ ἐξωτερικοῦ. ΑΘΗΝΑΙ, 17.— Συγκροτεῖται ὀργανισμὸς πρὸς προώθησιν τῶν ἐξαγωγῶν τοῦ ἐλαίου εἰς τὰς ἀγορὰς τοῦ ἐξωτερικοῦ.	[915, 1492, 1131, 1566]
lottery-table-header	[564, 152, 1131, 165]
labor-news-title: ΣΥΝΤΟΜΟΙ ΕΡΓΑΤΙΚΑΙ ΕΙΔΗΣΕΙΣ	[1239, 1019, 1466, 1037]
lottery-cell: 85011	[1047, 214, 1076, 225]
scholarship-body-2: Ἡ ἐν Ἀθήναις Ἐπιτροπὴ τοῦ Συμβουλίου Ἱδρύματος «Ἐλευθερία» προκηρύσσει διαγωνισμὸν διὰ τὴν χορήγησιν μιᾶς ὑποτροφίας εἰς ΓΥΝΑΙΚΑ ΕΠΙΣΤΗΜΟΝΑ διὰ σπουδὰς εἰς τὸ LADY MARGARET HALL, OXFORD. Ἡ ὑποτροφία ἀνέρχεται εἰς £ 750 ἐτησίως. Αἱ ὑποψήφιοι δέον νὰ εἶναι πτυχιοῦχοι Ἑλληνικοῦ Πανεπιστημίου καὶ νὰ ἔχουν ἐπαρκῆ γνῶσιν τῆς Ἀγγλικῆς γλώσσης. Αἱ αἰτήσεις γίνονται δεκταὶ μέχρι τῆς 31ης Δεκεμβρίου.	[563, 1984, 896, 2098]
war-school-title: ΠΤΥΧΙΑ ΕΙΣ ΑΠΟΦΟΙΤΗΣΑΝΤΑΣ ΕΚ ΤΗΣ ΣΧΟΛΗΣ ΠΟΛΕΜΟΥ	[1170, 17, 1535, 31]
lottery-cell: 3.000	[705, 226, 757, 238]
lottery-cell: 83474	[1047, 165, 1076, 176]
lottery-number-line: 47078 37 71 370 430 428 527 602 680 721 823 843 855 904	[854, 767, 1112, 791]
lottery-cell: 3.000	[705, 165, 757, 177]
lottery-cell: 50004	[770, 322, 799, 334]
lottery-number-line: 14232 184 224 270 305 331 345 525 708 817 861 973	[563, 743, 832, 755]
lottery-cell: 72	[593, 165, 605, 176]
sports-body-3g: Οἱ Πανθεσσαλονίκειοι ἀγῶνες στίβου διεξάγονται τὴν Κυριακὴν εἰς τὸ Στάδιον. Συμμετέχουν ἀθληταὶ ὅλων τῶν σωματείων τῆς πόλεως. Ἡ ἐπιτροπὴ ἐκάλεσε τοὺς ἀθλητὰς νὰ προσέλθουν ἐγκαίρως διὰ τὴν ἐξέτασιν.	[199, 892, 380, 992]
lottery-cell: 3.000	[608, 323, 660, 335]
churches-title: ΑΝΩ ΤΩΝ ΧΙΛΙΩΝ ΣΥΝΕΔΡΩΝ ΘΑ ΜΕΤΑΣΧΟΥΝ ΤΗΣ ΣΥΓΚΑΛΟΥΜΕΝΗΣ ΣΥΝΕΛΕΥΣΕΩΣ ΤΟΥ ΠΑΓΚΟΣΜΙΟΥ ΣΥΜΒΟΥΛΙΟΥ ΕΚΚΛΗΣΙΩΝ	[1163, 418, 1542, 466]
lottery-cell: 5.000	[705, 299, 757, 311]
provincial-place: ΑΠΟ ΤΗΝ ΔΡΑΜΑΝ	[739, 1371, 854, 1389]
lottery-cell: 3.000	[802, 299, 854, 311]
brief-h11: ΟΙ ΣΤΡΑΤΕΥΣΙΜΟΙ ΚΛΑΣΕΩΣ 1963	[412, 1739, 529, 1769]
provincial-right-text: ΗΡΑΚΛΕΙΟΝ, 17.— Εἰς τὸ χωρίον Κρουσῶνας ἔπεσεν ἐκ δένδρου καὶ ἐφονεύθη ὁ γεωργὸς Ε. Μαρκάκης. ΗΡΑΚΛΕΙΟΝ, 17.— Εἰς τὸ χωρίον Κρουσῶνας ἔπεσεν ἐκ δένδρου καὶ ἐφονεύθη ὁ γεωργὸς Ε. Μαρκάκης.	[915, 1848, 1131, 1923]
lottery-cell: 5.000	[899, 214, 944, 225]
lottery-row	[564, 335, 1131, 347]
propo-luck-3: ΠΕΡΙΜΕΝΕΙ	[137, 2127, 203, 2140]
lottery-cell: 56304	[867, 189, 896, 201]
lottery-number-line: 6010 33 141 205 286 388 430 455 476 502 583 682 730 812	[563, 486, 821, 511]
provincial-place: ΑΠΟ ΤΑΣ ΣΕΡΡΑΣ	[739, 1256, 847, 1274]
lottery-cell: 5.000	[899, 287, 944, 299]
scholarship-section	[563, 1794, 896, 2342]
lottery-cell: 10239	[576, 250, 605, 262]
lottery-intro: ΑΘΗΝΑΙ, 17.— Κατὰ τὴν ὀγδόην ἀρξαμένην κλήρωσιν τοῦ Ἐθνικοῦ Λαχείου, ἐξῆλθον οἱ κάτωθι ἀριθμοὶ κερδίζοντες τὰ ἀντίστοιχα ποσά:	[565, 97, 1128, 121]
lottery-cell: 3.000	[802, 238, 854, 250]
lottery-cell: 3.000	[899, 323, 944, 335]
lottery-number-line: 46010 55 98 185 212 391 409 496 515 630 687	[854, 755, 1090, 766]
lottery-col-amount: ΔΡΑΧ.	[705, 152, 757, 165]
nigrita-line1: Μὴν πίνετε	[436, 2220, 513, 2237]
lottery-number-line: 31118 71 278 295 355 366 485 521 583 604 609 681 785	[854, 535, 1117, 559]
sports-body-3b: Ὁ «Πανσερραϊκὸς» ἀγωνίζεται εἰς τὸ γήπεδό του. Ἡ ὁμὰς ἔχει προετοιμασθῆ ἐπιμελῶς καὶ ἀναμένεται ἰσχυρὰ ἀντίστασις. Ἡ συνάντησις τῆς «Προοδευτικῆς» μετὰ τοῦ «Πανελευσινιακοῦ» διεξάγεται σήμερον εἰς Πειραιᾶ. Τὰ πρωταθλήματα τῶν τοπικῶν ἑνώσεων συνεχίζονται κανονικῶς καὶ ἡ συμμετοχὴ φιλάθλων ἀναμένεται μεγάλη.	[8, 237, 380, 1310]
lottery-cell: 65571	[957, 165, 986, 176]
lottery-cell: 5.000	[705, 323, 757, 335]
engineers-body	[1145, 1387, 1560, 1462]
lottery-cell: 5.000	[608, 263, 660, 274]
lottery-cell: 5.000	[608, 189, 660, 201]
lottery-cell: 91662	[1047, 274, 1076, 286]
lottery-cell: 3.000	[608, 299, 660, 311]
sports-headline: ΑΥΡΙΟΝ ΟΙ ΑΓΩΝΕΣ «Π.Α.Ο.Κ.» - «ΑΡΕΩΣ» ΚΑΙ «ΑΠΟΛΛΩΝΟΣ» - «ΔΟΞΗΣ» ΔΡΑΜΑΣ	[19, 36, 369, 110]
lottery-row	[564, 312, 1131, 323]
lottery-cell: 3.000	[899, 226, 944, 238]
lottery-cell: 5.000	[989, 189, 1034, 201]
lottery-title: ΟΙ ΚΕΡΔΙΖΟΝΤΕΣ ΑΡΙΘΜΟΙ ΤΟΥ ΕΘΝΙΚΟΥ ΛΑΧΕΙΟΥ	[628, 13, 1065, 96]
lottery-cell: 5.000	[1078, 202, 1130, 214]
lottery-cell: 9207	[582, 238, 605, 250]
lottery-cell: 3.000	[705, 312, 757, 323]
lottery-number-line: 9047 51 73 76 235 267 321 368 461 539 632 706 740 845 971	[563, 560, 832, 583]
lottery-cell: 26138	[673, 299, 702, 311]
lottery-cell: 4882	[582, 189, 605, 201]
sports-body-1: Τὸ δεῖπνο τοῦ σήμερον ἀγῶνος τῶν ὁμάδων τοῦ «Ἄρεως» καὶ τοῦ «Π.Α.Ο.Κ.» προσελκύει μέγα ἐνδιαφέρον. Αἱ δύο ὁμάδες θὰ παρουσιασθοῦν εἰς τὸ Καυτανζόγλειον Στάδιον μὲ τὰς πλήρεις συνθέσεις των, ἀνεξαρτήτως τῶν ἐκτοπισμῶν, καὶ ἀναμένεται ἀγὼν ὑψηλῆς ποιότητος. Ἡ βαθμολογία ἐμφανίζει ἀμφοτέρας τὰς ὁμάδας εἰς τὰς πρώτας θέσεις τοῦ πίνακος. Εἰς Δράμαν ἡ «Δόξα» ὑποδέχεται τὸν «Ἀπόλλωνα» καὶ ἐπιδιώκει νίκην ἐπὶ τοῦ γηπέδου της. Ἡ συνάντησις θὰ διεξαχθῇ ὑπὸ τὴν διαιτησίαν διαιτητοῦ τῆς Ἀθήνας.	[8, 237, 189, 438]
lottery-cell: 3.000	[989, 165, 1034, 177]
lottery-cell: 43100	[770, 262, 799, 273]
lottery-number-line: 11238 135 149 194 219 264 281 322 467 509 571	[563, 669, 809, 681]
lottery-number-line: 18125 52 130 266 408 476 490 641	[563, 791, 739, 803]
lottery-section	[563, 10, 1131, 990]
graduates-body	[1145, 266, 1560, 404]
lottery-cell: 75003	[957, 262, 986, 273]
provincial-right-headline: ΔΙΑΡΡΗΚΤΗΣ ΣΥΝΕΛΗΦΘΗ ΑΠΟ ΤΟ «ΓΚΑΦΑΝ» ΤΟΥ	[917, 1580, 1129, 1607]
engineers-body-1: Συνεχίσθησαν χθὲς διὰ δευτέραν ἡμέραν αἱ ἐργασίαι τοῦ συνεδρίου τῶν ἠλεκτρολόγων, μηχανολόγων καὶ ναυπηγῶν, κατὰ τὰς ὁποίας ἀνεγνώσθησαν εἰσηγήσεις ἐπὶ τῆς ἐκβιομηχανίσεως τῆς Βορείου Ἑλλάδος.	[1145, 1386, 1348, 1461]
lottery-cell: 10.000	[608, 226, 660, 238]
lottery-cell: 65106	[867, 335, 896, 347]
sports-body-3d: Οἱ Πανθεσσαλονίκειοι ἀγῶνες στίβου διεξάγονται τὴν Κυριακὴν εἰς τὸ Στάδιον. Συμμετέχουν ἀθληταὶ ὅλων τῶν σωματείων τῆς πόλεως. Ἡ ἐπιτροπὴ ἐκάλεσε τοὺς ἀθλητὰς νὰ προσέλθουν ἐγκαίρως διὰ τὴν ἐξέτασιν.	[199, 489, 380, 589]
lottery-col-amount: ΔΡΑΧ.	[899, 152, 944, 165]
brief-b2: ΑΘΗΝΑΙ, 17.— Ἡ διοίκησις τῆς Πανελληνίου Ὁμοσπονδίας Γεωπόνων, ἐπισκεφθεῖσα τὸν ὑπουργὸν Γεωργίας, ὑπέβαλεν ὑπόμνημα διὰ τὰ προβλήματα τῆς ἐκβιομηχανίσεως τῆς γεωργικῆς παραγωγῆς καὶ τῆς ἀξιοποιήσεως τῶν προϊόντων. Ἐζήτησεν ἐπίσης τὴν ἐπέκτασιν τῶν γεωργικῶν σταθμῶν καὶ τὴν ἵδρυσιν βιομηχανιῶν μεταποιήσεως. Ὁ ὑπουργὸς ὑπεσχέθη νὰ μελετήσῃ τὰ αἰτήματα.	[392, 270, 549, 445]
lottery-cell: 5.000	[705, 177, 757, 189]
lottery-cell: 10.000	[1078, 165, 1130, 177]
lottery-number-line: 14 17 24 31 160 256 285 412 430 466 481 514 533 588 639	[563, 376, 821, 401]
lottery-cell: 3.000	[608, 238, 660, 250]
lottery-cell: 5051	[582, 201, 605, 213]
lottery-cell: 3.000	[989, 263, 1034, 274]
provincial-right-text: Ἡ Ἑλληνικὴ Λέσχη Αὐτοκινήτου ἀνακοινώνει ὅτι ἀρχίζουν τὰ μαθήματα διὰ τοὺς ἐρασιτέχνας αὐτοκινητιστὰς. Ἡ Ἑλληνικὴ Λέσχη Αὐτοκινήτου ἀνακοινώνει ὅτι ἀρχίζουν τὰ μαθήματα διὰ τοὺς ἐρασιτέχνας αὐτοκινητιστὰς.	[915, 1228, 1131, 1303]
lottery-cell: 3.000	[899, 299, 944, 311]
lottery-cell: 3.000	[802, 274, 854, 286]
lottery-cell: 5.000	[899, 335, 944, 347]
emigration-body-2: Ἡ Διακυβερνητικὴ Ἐπιτροπὴ Μεταναστεύσεως Εὐρώπης ἀνακοινώνει ὅτι ὀργανώνει εἰδικὰ μαθήματα διὰ νεαροὺς τεχνίτας, οἱ ὁποῖοι ἐπιθυμοῦν νὰ μεταναστεύσουν εἰς χώρας τῆς Νοτίου Ἀμερικῆς. Οἱ ἐνδιαφερόμενοι δύνανται νὰ ἀπευθύνωνται εἰς τὰ γραφεῖα τῆς Ἐπιτροπῆς, ὁδὸς Βασ. Ἡρακλείου.	[1338, 647, 1560, 747]
labor-kilkis-body-2: Ἀπεστάλη ὑπὸ τοῦ Ἐργατικοῦ Κέντρου Κιλκὶς ὑπόμνημα πρὸς τὸν ὑπουργὸν Ἐργασίας, διὰ τοῦ ὁποίου ζητεῖται ἡ ἐπίλυσις τῶν ἐργατικῶν ζητημάτων τῆς περιοχῆς καὶ ἡ ἐκτέλεσις ἔργων πρὸς ἀπασχόλησιν τῶν ἀνέργων.	[1299, 795, 1560, 869]
lottery-cell: 92840	[1047, 311, 1076, 322]
lottery-cell: 92028	[1047, 299, 1076, 311]
lottery-cell: 30905	[770, 165, 799, 176]
brief-h8: ΠΡΟΣΦΕΡΘΗΣΑΝ Ο ΧΡΟΝΟΣ ΕΚΠΑΙΔΕΥΤΙΚΗΣ ΑΔΕΙΑΣ ΕΙΣ ΤΟΥΣ ΠΡΟΣΛΗΦΘΕΝΤΑΣ	[405, 1314, 536, 1388]
sports-body-2c: Τὸ δεῖπνο τοῦ σήμερον ἀγῶνος τῶν ὁμάδων τοῦ «Ἄρεως» καὶ τοῦ «Π.Α.Ο.Κ.» προσελκύει μέγα ἐνδιαφέρον. Αἱ δύο ὁμάδες θὰ παρουσιασθοῦν εἰς τὸ Καυτανζόγλειον Στάδιον μὲ τὰς πλήρεις συνθέσεις των, ἀνεξαρτήτως τῶν ἐκτοπισμῶν, καὶ ἀναμένεται ἀγὼν ὑψηλῆς ποιότητος. Ἡ βαθμολογία ἐμφανίζει ἀμφοτέρας τὰς ὁμάδας εἰς τὰς πρώτας θέσεις τοῦ πίνακος. Εἰς Δράμαν ἡ «Δόξα» ὑποδέχεται τὸν «Ἀπόλλωνα» καὶ ἐπιδιώκει νίκην ἐπὶ τοῦ γηπέδου της. Ἡ συνάντησις θὰ διεξαχθῇ ὑπὸ τὴν διαιτησίαν διαιτητοῦ τῆς Ἀθήνας.	[8, 930, 189, 1130]
propo-line1: ΠΡΟΦΘΑΣΤΕ	[111, 1784, 230, 1804]
lottery-cell: 3.000	[989, 214, 1034, 225]
nigrita-line3: πίνετε	[453, 2255, 496, 2272]
lottery-col-amount: ΔΡΑΧ.	[1078, 152, 1130, 165]
lottery-row	[564, 263, 1131, 274]
local-news-body	[1145, 905, 1560, 1006]
